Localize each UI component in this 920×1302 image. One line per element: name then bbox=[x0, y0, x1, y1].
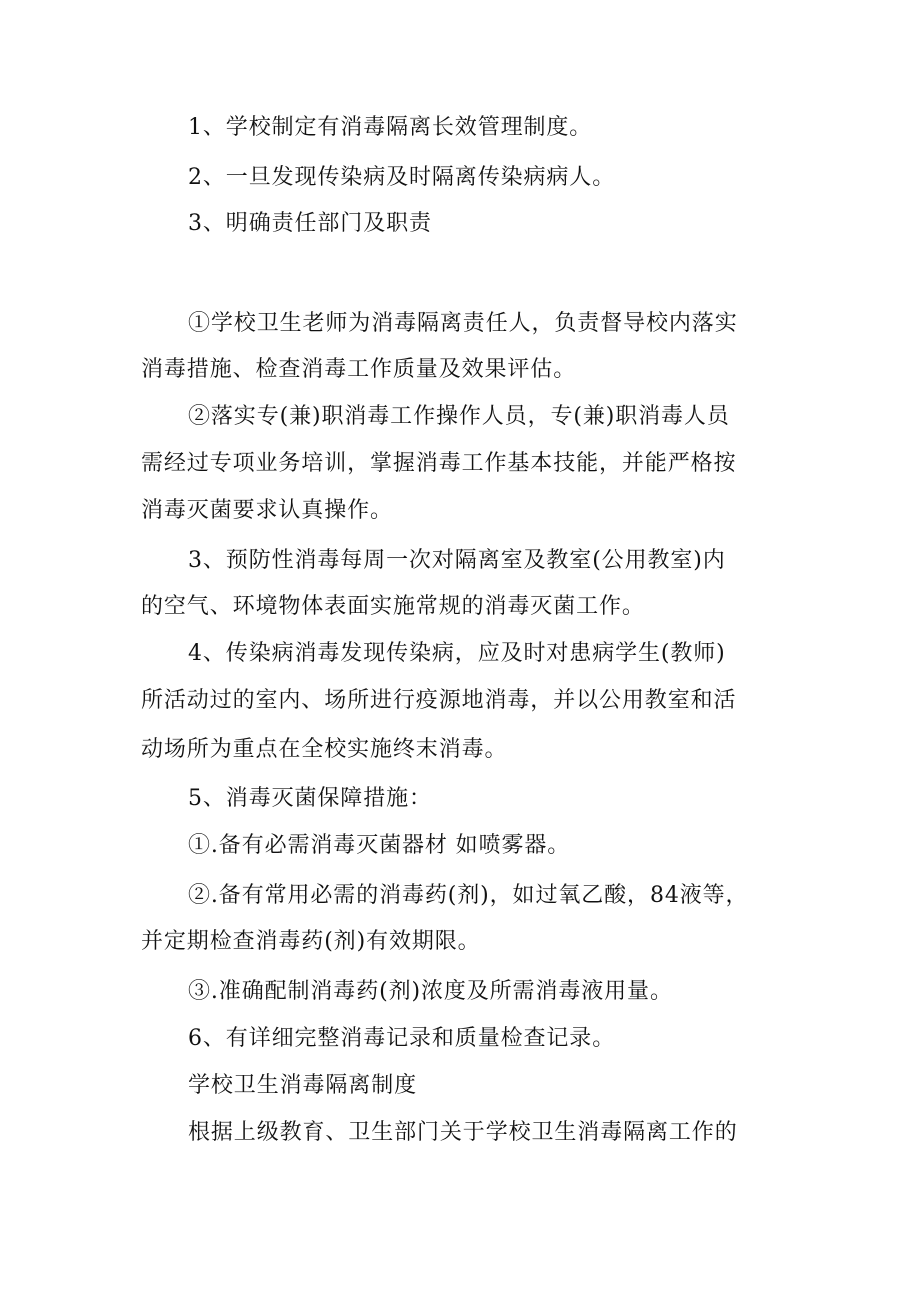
paragraph-line: 动场所为重点在全校实施终末消毒。 bbox=[141, 737, 508, 762]
paragraph-line: 的空气、环境物体表面实施常规的消毒灭菌工作。 bbox=[141, 594, 645, 619]
paragraph-line: ②落实专(兼)职消毒工作操作人员，专(兼)职消毒人员 bbox=[188, 404, 730, 429]
paragraph-line: 所活动过的室内、场所进行疫源地消毒，并以公用教室和活 bbox=[141, 688, 737, 713]
paragraph-line: ②.备有常用必需的消毒药(剂)，如过氧乙酸，84液等， bbox=[188, 883, 749, 908]
paragraph-line: 消毒灭菌要求认真操作。 bbox=[141, 498, 393, 523]
list-item-1: 1、学校制定有消毒隔离长效管理制度。 bbox=[188, 115, 593, 140]
list-item-2: 2、一旦发现传染病及时隔离传染病病人。 bbox=[188, 165, 616, 190]
paragraph-line: ①.备有必需消毒灭菌器材 如喷雾器。 bbox=[188, 833, 571, 858]
paragraph-line: 4、传染病消毒发现传染病，应及时对患病学生(教师) bbox=[188, 641, 726, 666]
paragraph-line: 6、有详细完整消毒记录和质量检查记录。 bbox=[188, 1026, 616, 1051]
paragraph-line: 3、预防性消毒每周一次对隔离室及教室(公用教室)内 bbox=[188, 548, 726, 573]
paragraph-line: 并定期检查消毒药(剂)有效期限。 bbox=[141, 929, 481, 954]
paragraph-line: ③.准确配制消毒药(剂)浓度及所需消毒液用量。 bbox=[188, 979, 673, 1004]
paragraph-line: 需经过专项业务培训，掌握消毒工作基本技能，并能严格按 bbox=[141, 451, 737, 476]
paragraph-line: ①学校卫生老师为消毒隔离责任人，负责督导校内落实 bbox=[188, 311, 738, 336]
paragraph-line: 根据上级教育、卫生部门关于学校卫生消毒隔离工作的 bbox=[188, 1120, 738, 1145]
paragraph-line: 5、消毒灭菌保障措施： bbox=[188, 786, 432, 811]
section-title: 学校卫生消毒隔离制度 bbox=[188, 1073, 418, 1098]
paragraph-line: 消毒措施、检查消毒工作质量及效果评估。 bbox=[141, 357, 577, 382]
list-item-3: 3、明确责任部门及职责 bbox=[188, 211, 432, 236]
